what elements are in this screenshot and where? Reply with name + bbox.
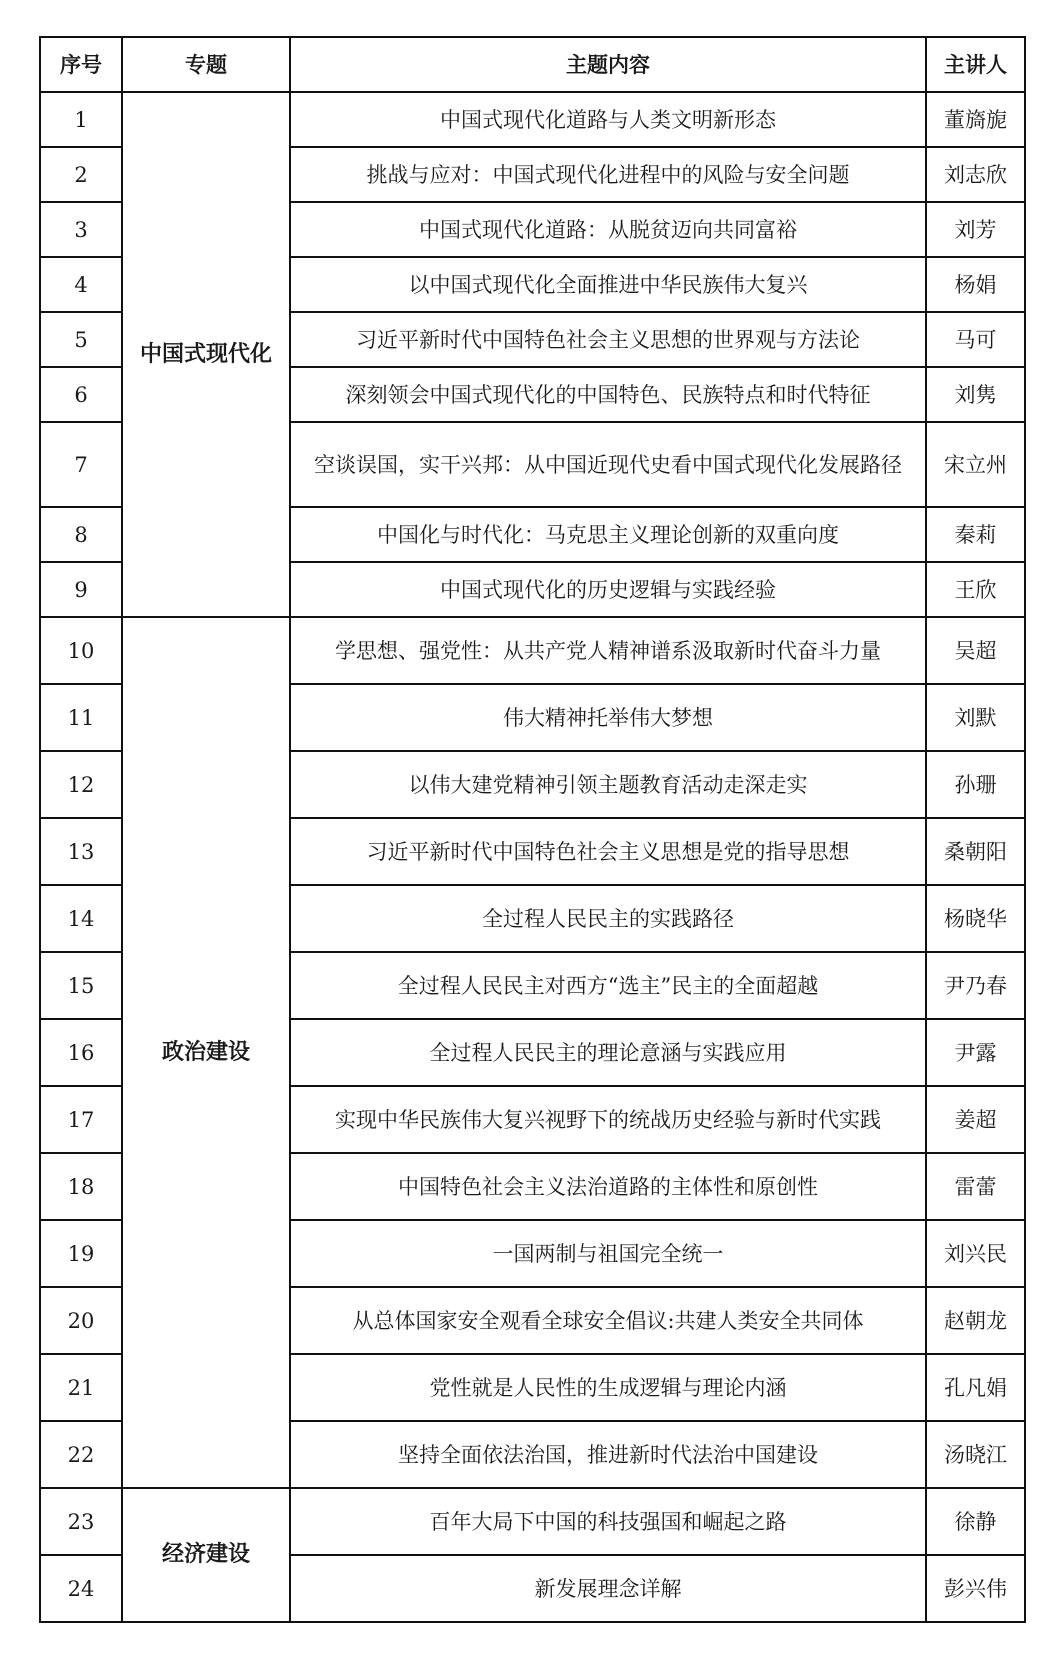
row-content: 一国两制与祖国完全统一 (290, 1220, 926, 1287)
row-content: 习近平新时代中国特色社会主义思想的世界观与方法论 (290, 312, 926, 367)
row-speaker: 杨晓华 (926, 885, 1025, 952)
row-speaker: 尹露 (926, 1019, 1025, 1086)
row-index: 6 (40, 367, 122, 422)
header-index: 序号 (40, 37, 122, 92)
row-speaker: 姜超 (926, 1086, 1025, 1153)
row-index: 20 (40, 1287, 122, 1354)
row-index: 2 (40, 147, 122, 202)
row-content: 中国式现代化道路与人类文明新形态 (290, 92, 926, 147)
row-index: 15 (40, 952, 122, 1019)
topic-cell: 政治建设 (122, 617, 290, 1488)
row-speaker: 杨娟 (926, 257, 1025, 312)
row-speaker: 彭兴伟 (926, 1555, 1025, 1622)
row-content: 以中国式现代化全面推进中华民族伟大复兴 (290, 257, 926, 312)
header-topic: 专题 (122, 37, 290, 92)
row-speaker: 刘默 (926, 684, 1025, 751)
row-speaker: 秦莉 (926, 507, 1025, 562)
row-index: 4 (40, 257, 122, 312)
row-content: 中国式现代化的历史逻辑与实践经验 (290, 562, 926, 617)
row-speaker: 宋立州 (926, 422, 1025, 507)
row-content: 中国化与时代化：马克思主义理论创新的双重向度 (290, 507, 926, 562)
row-speaker: 吴超 (926, 617, 1025, 684)
row-index: 24 (40, 1555, 122, 1622)
row-speaker: 刘兴民 (926, 1220, 1025, 1287)
row-speaker: 汤晓江 (926, 1421, 1025, 1488)
row-index: 7 (40, 422, 122, 507)
row-index: 21 (40, 1354, 122, 1421)
row-content: 空谈误国，实干兴邦：从中国近现代史看中国式现代化发展路径 (290, 422, 926, 507)
row-content: 党性就是人民性的生成逻辑与理论内涵 (290, 1354, 926, 1421)
row-index: 12 (40, 751, 122, 818)
row-speaker: 桑朝阳 (926, 818, 1025, 885)
row-index: 22 (40, 1421, 122, 1488)
row-index: 13 (40, 818, 122, 885)
row-speaker: 雷蕾 (926, 1153, 1025, 1220)
lecture-table (39, 36, 1026, 1623)
table-row (40, 1488, 1025, 1555)
row-content: 全过程人民民主的理论意涵与实践应用 (290, 1019, 926, 1086)
row-content: 全过程人民民主的实践路径 (290, 885, 926, 952)
row-speaker: 徐静 (926, 1488, 1025, 1555)
row-content: 从总体国家安全观看全球安全倡议:共建人类安全共同体 (290, 1287, 926, 1354)
header-row (40, 37, 1025, 92)
row-index: 19 (40, 1220, 122, 1287)
row-speaker: 赵朝龙 (926, 1287, 1025, 1354)
row-content: 挑战与应对：中国式现代化进程中的风险与安全问题 (290, 147, 926, 202)
header-speaker: 主讲人 (926, 37, 1025, 92)
row-speaker: 孙珊 (926, 751, 1025, 818)
row-content: 百年大局下中国的科技强国和崛起之路 (290, 1488, 926, 1555)
row-content: 以伟大建党精神引领主题教育活动走深走实 (290, 751, 926, 818)
row-speaker: 马可 (926, 312, 1025, 367)
header-content: 主题内容 (290, 37, 926, 92)
row-content: 习近平新时代中国特色社会主义思想是党的指导思想 (290, 818, 926, 885)
topic-cell: 经济建设 (122, 1488, 290, 1622)
table-row (40, 92, 1025, 147)
row-content: 伟大精神托举伟大梦想 (290, 684, 926, 751)
table-row (40, 617, 1025, 684)
row-content: 新发展理念详解 (290, 1555, 926, 1622)
row-index: 18 (40, 1153, 122, 1220)
row-index: 17 (40, 1086, 122, 1153)
row-speaker: 刘志欣 (926, 147, 1025, 202)
row-speaker: 刘隽 (926, 367, 1025, 422)
row-speaker: 董旖旎 (926, 92, 1025, 147)
topic-cell: 中国式现代化 (122, 92, 290, 617)
row-speaker: 尹乃春 (926, 952, 1025, 1019)
row-content: 深刻领会中国式现代化的中国特色、民族特点和时代特征 (290, 367, 926, 422)
row-index: 3 (40, 202, 122, 257)
row-speaker: 刘芳 (926, 202, 1025, 257)
row-speaker: 孔凡娟 (926, 1354, 1025, 1421)
row-index: 10 (40, 617, 122, 684)
row-content: 中国特色社会主义法治道路的主体性和原创性 (290, 1153, 926, 1220)
row-content: 全过程人民民主对西方“选主”民主的全面超越 (290, 952, 926, 1019)
row-speaker: 王欣 (926, 562, 1025, 617)
row-content: 学思想、强党性：从共产党人精神谱系汲取新时代奋斗力量 (290, 617, 926, 684)
row-content: 中国式现代化道路：从脱贫迈向共同富裕 (290, 202, 926, 257)
row-index: 14 (40, 885, 122, 952)
row-index: 23 (40, 1488, 122, 1555)
row-index: 9 (40, 562, 122, 617)
row-index: 16 (40, 1019, 122, 1086)
row-index: 5 (40, 312, 122, 367)
row-content: 坚持全面依法治国，推进新时代法治中国建设 (290, 1421, 926, 1488)
row-index: 1 (40, 92, 122, 147)
row-index: 11 (40, 684, 122, 751)
row-content: 实现中华民族伟大复兴视野下的统战历史经验与新时代实践 (290, 1086, 926, 1153)
row-index: 8 (40, 507, 122, 562)
